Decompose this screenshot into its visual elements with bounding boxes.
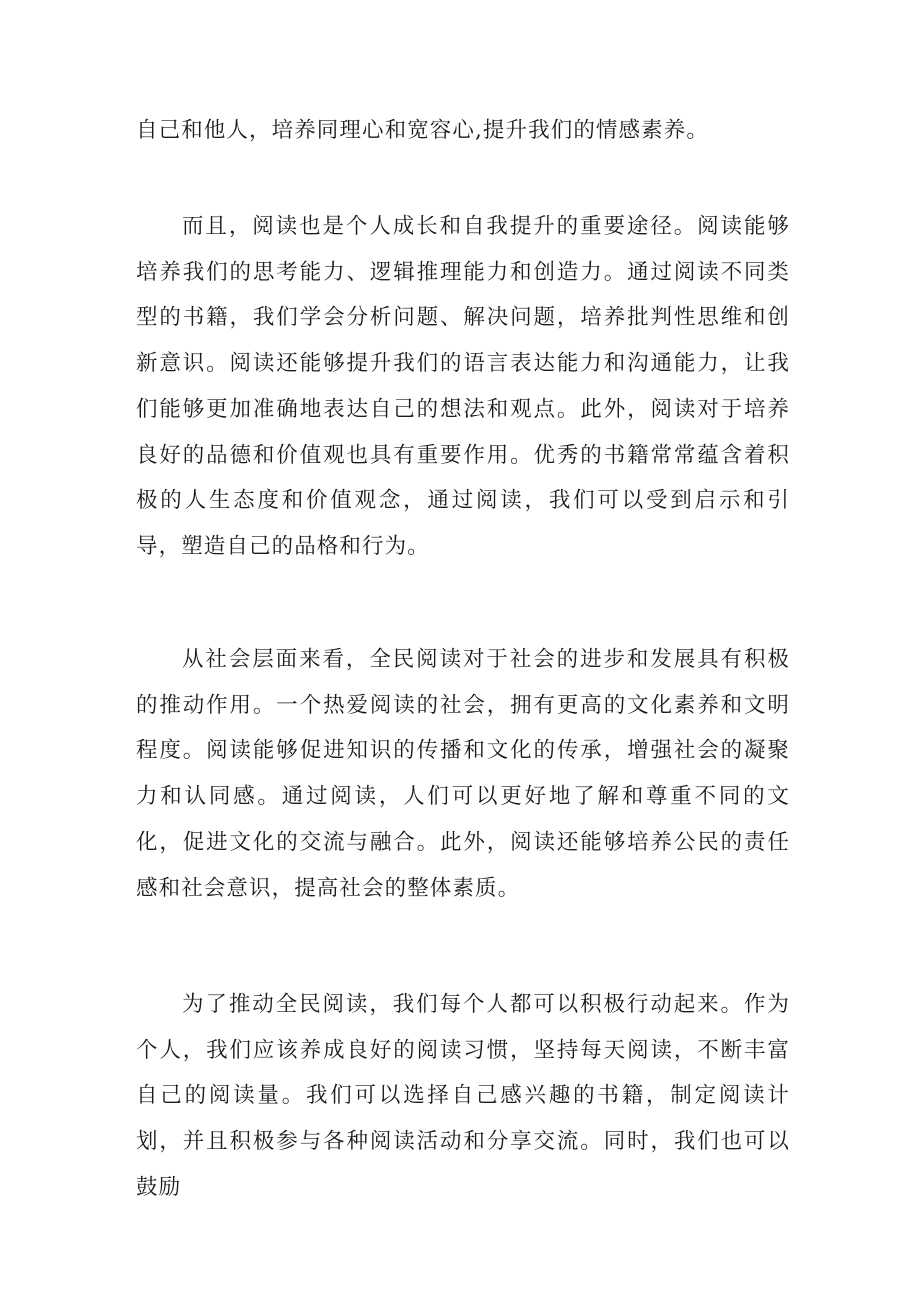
paragraph-social-level: 从社会层面来看，全民阅读对于社会的进步和发展具有积极的推动作用。一个热爱阅读的社会，拥有更高的文化素养和文明程度。阅读能够促进知识的传播和文化的传承，增强社会的凝聚力和认同感。通过阅读，人们可以更好地了解和尊重不同的文化，促进文化的交流与融合。此外，阅读还能够培养公民的责任感和社会意识，提高社会的整体素质。 xyxy=(136,647,790,901)
paragraph-continuation: 自己和他人，培养同理心和宽容心,提升我们的情感素养。 xyxy=(136,118,709,143)
paragraph-action: 为了推动全民阅读，我们每个人都可以积极行动起来。作为个人，我们应该养成良好的阅读习惯，坚持每天阅读，不断丰富自己的阅读量。我们可以选择自己感兴趣的书籍，制定阅读计划，并且积极参与各种阅读活动和分享交流。同时，我们也可以鼓励 xyxy=(136,992,790,1200)
paragraph-personal-growth: 而且，阅读也是个人成长和自我提升的重要途径。阅读能够培养我们的思考能力、逻辑推理能力和创造力。通过阅读不同类型的书籍，我们学会分析问题、解决问题，培养批判性思维和创新意识。阅读还能够提升我们的语言表达能力和沟通能力，让我们能够更加准确地表达自己的想法和观点。此外，阅读对于培养良好的品德和价值观也具有重要作用。优秀的书籍常常蕴含着积极的人生态度和价值观念，通过阅读，我们可以受到启示和引导，塑造自己的品格和行为。 xyxy=(136,214,790,559)
